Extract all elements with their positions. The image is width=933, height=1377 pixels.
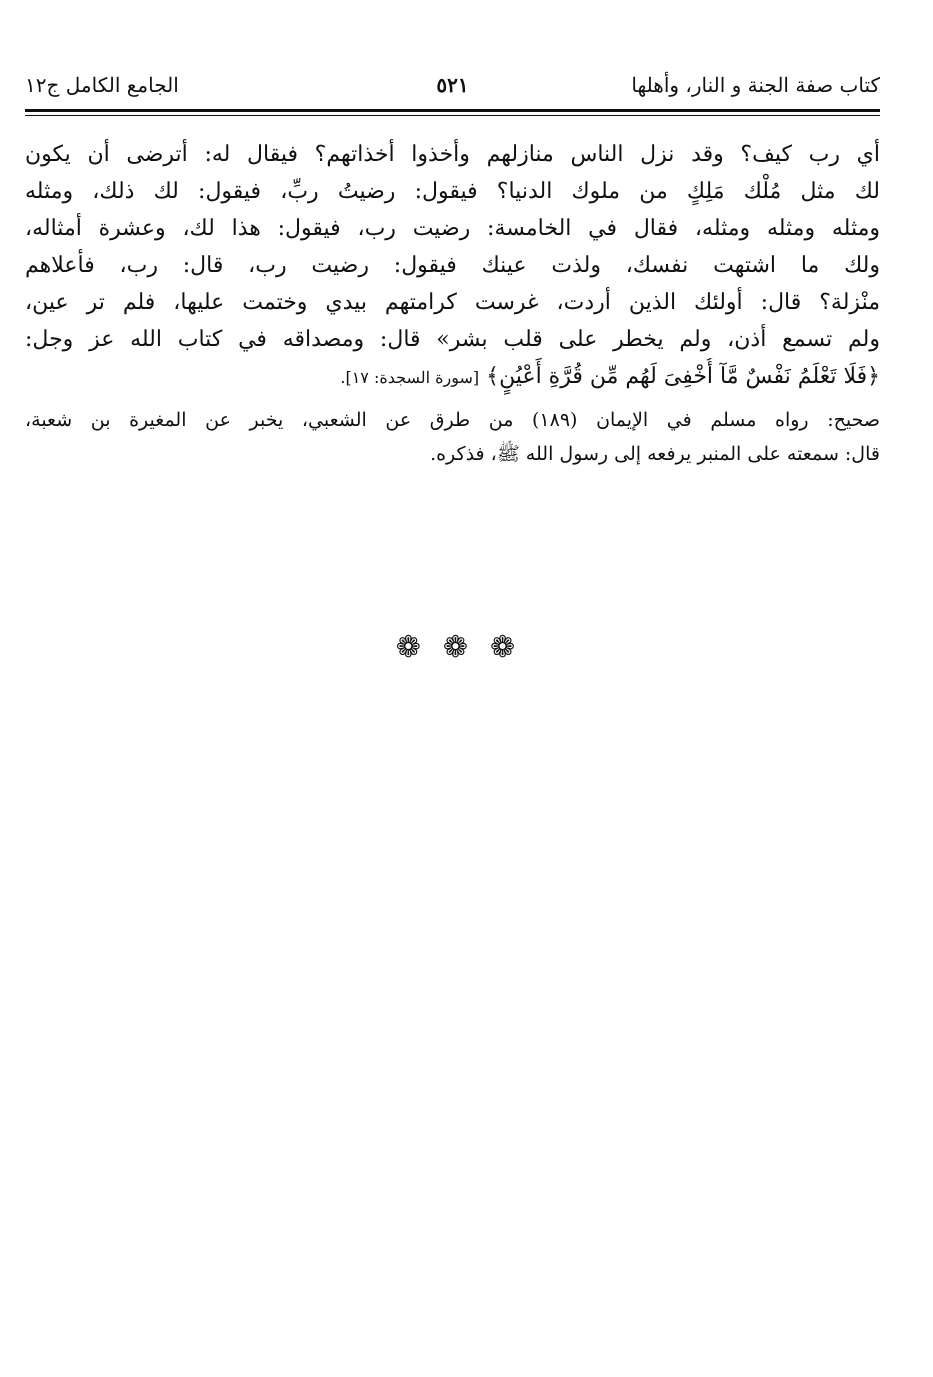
book-title: الجامع الكامل ج١٢ bbox=[25, 73, 179, 97]
section-end-ornaments: ❁❁❁ bbox=[395, 630, 538, 665]
text-line: ومثله ومثله ومثله، فقال في الخامسة: رضيت رب، فيقول: هذا لك، وعشرة أمثاله، bbox=[25, 216, 880, 241]
text-line: ولك ما اشتهت نفسك، ولذت عينك فيقول: رضيت رب، قال: رب، فأعلاهم bbox=[25, 253, 880, 278]
takhrij-line: صحيح: رواه مسلم في الإيمان (١٨٩) من طرق عن الشعبي، يخبر عن المغيرة بن شعبة، bbox=[25, 409, 880, 431]
text-line: أي رب كيف؟ وقد نزل الناس منازلهم وأخذوا أخذاتهم؟ فيقال له: أترضى أن يكون bbox=[25, 142, 880, 167]
page-number: ٥٢١ bbox=[436, 73, 469, 97]
chapter-title: كتاب صفة الجنة و النار، وأهلها bbox=[631, 73, 880, 97]
takhrij-line: قال: سمعته على المنبر يرفعه إلى رسول الله ﷺ، فذكره. bbox=[430, 443, 880, 465]
quran-reference: [سورة السجدة: ١٧]. bbox=[340, 368, 480, 387]
page-header bbox=[25, 68, 880, 102]
quran-verse-line bbox=[25, 358, 880, 395]
header-rule-thin bbox=[25, 115, 880, 116]
text-line: منْزلة؟ قال: أولئك الذين أردت، غرست كرامتهم بيدي وختمت عليها، فلم تر عين، bbox=[25, 290, 880, 315]
header-rule-thick bbox=[25, 109, 880, 112]
text-line: لك مثل مُلْك مَلِكٍ من ملوك الدنيا؟ فيقول: رضيتُ ربِّ، فيقول: لك ذلك، ومثله bbox=[25, 179, 880, 204]
quran-verse: ﴿فَلَا تَعْلَمُ نَفْسٌ مَّآ أُخْفِىَ لَهُم مِّن قُرَّةِ أَعْيُنٍ﴾ bbox=[486, 364, 880, 389]
spacer bbox=[25, 395, 880, 403]
page-body bbox=[25, 136, 880, 471]
text-line: ولم تسمع أذن، ولم يخطر على قلب بشر» قال: ومصداقه في كتاب الله عز وجل: bbox=[25, 327, 880, 352]
